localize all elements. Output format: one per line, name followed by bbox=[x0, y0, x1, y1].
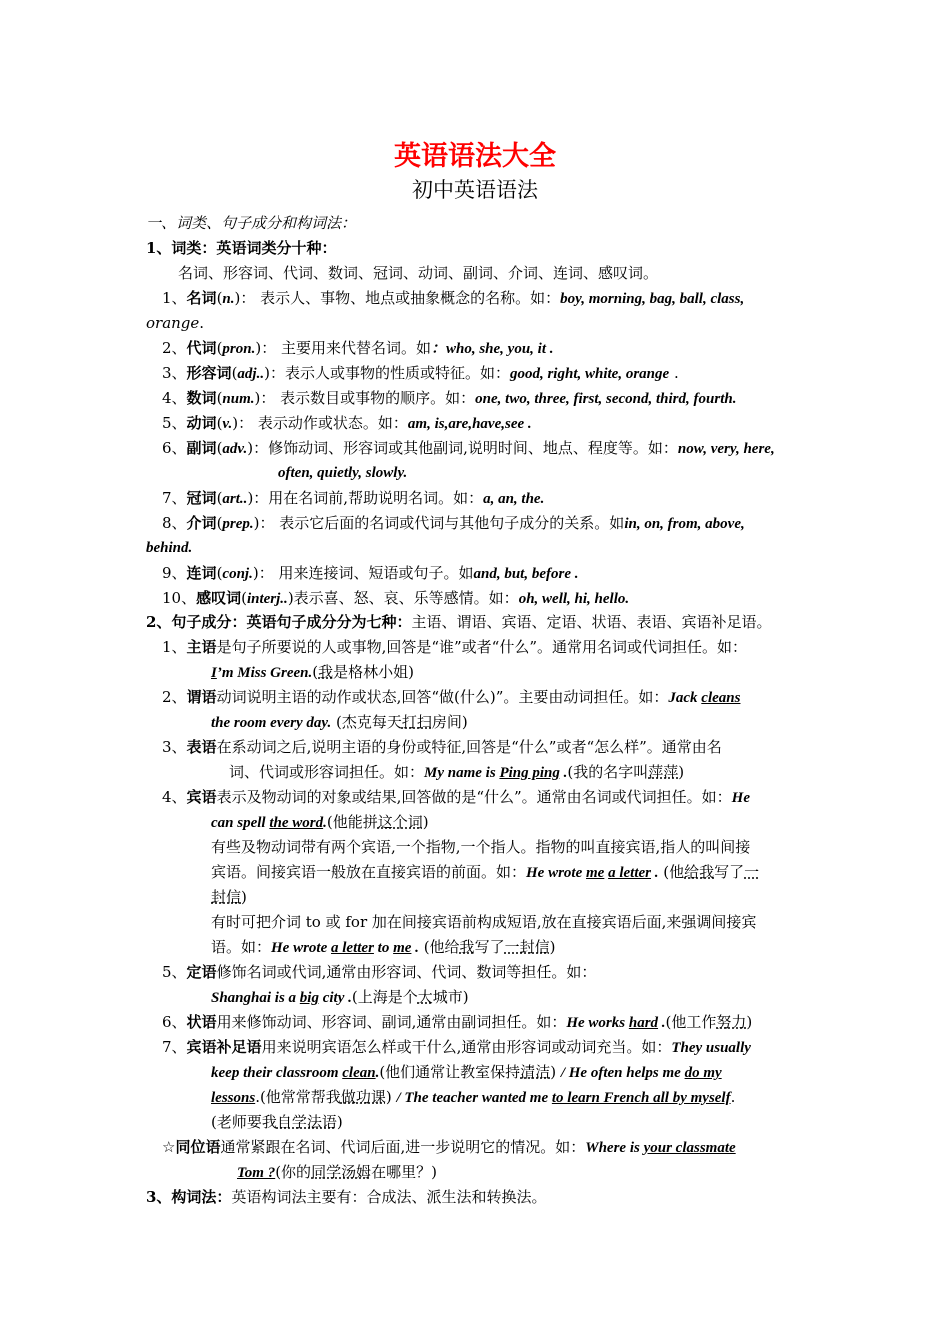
component-appositive: ☆同位语通常紧跟在名词、代词后面,进一步说明它的情况。如：Where is your classmate bbox=[162, 1138, 736, 1156]
example: can spell the word.(他能拼这个词) bbox=[211, 813, 429, 831]
heading-word-classes: 1、词类：英语词类分十种： bbox=[146, 239, 337, 257]
component-subject: 1、主语是句子所要说的人或事物,回答是“谁”或者“什么”。通常用名词或代词担任。如： bbox=[162, 638, 748, 656]
paragraph: 封信) bbox=[211, 888, 247, 906]
pos-item: 8、介词(prep.)： 表示它后面的名词或代词与其他句子成分的关系。如in, on, from, above, bbox=[162, 514, 745, 532]
component-complement: 7、宾语补足语用来说明宾语怎么样或干什么,通常由形容词或动词充当。如：They usually bbox=[162, 1038, 751, 1056]
example: Shanghai is a big city .(上海是个大城市) bbox=[211, 988, 469, 1006]
pos-item: 1、名词(n.)： 表示人、事物、地点或抽象概念的名称。如：boy, morning, bag, ball, class, bbox=[162, 289, 745, 307]
section-heading: 一、词类、句子成分和构词法： bbox=[146, 214, 357, 232]
paragraph: 有时可把介词 to 或 for 加在间接宾语前构成短语,放在直接宾语后面,来强调间接宾 bbox=[211, 913, 757, 931]
pos-item: 4、数词(num.)： 表示数目或事物的顺序。如：one, two, three, first, second, third, fourth. bbox=[162, 389, 737, 407]
component-predicative: 3、表语在系动词之后,说明主语的身份或特征,回答是“什么”或者“怎么样”。通常由名 bbox=[162, 738, 722, 756]
pos-item-cont: orange. bbox=[146, 314, 205, 332]
paragraph: 有些及物动词带有两个宾语,一个指物,一个指人。指物的叫直接宾语,指人的叫间接 bbox=[211, 838, 751, 856]
paragraph: 宾语。间接宾语一般放在直接宾语的前面。如：He wrote me a letter . (他给我写了一 bbox=[211, 863, 760, 881]
pos-item: 7、冠词(art..)：用在名词前,帮助说明名词。如：a, an, the. bbox=[162, 489, 545, 507]
component-object: 4、宾语表示及物动词的对象或结果,回答做的是“什么”。通常由名词或代词担任。如：He bbox=[162, 788, 750, 806]
pos-item-cont: behind. bbox=[146, 540, 193, 556]
component-adverbial: 6、状语用来修饰动词、形容词、副词,通常由副词担任。如：He works hard .(他工作努力) bbox=[162, 1013, 753, 1031]
example: the room every day. (杰克每天打扫房间) bbox=[211, 713, 468, 731]
heading-sentence-parts: 2、句子成分：英语句子成分分为七种：主语、谓语、宾语、定语、状语、表语、宾语补足语。 bbox=[146, 613, 772, 631]
example: (老师要我自学法语) bbox=[211, 1113, 343, 1131]
doc-title: 英语语法大全 bbox=[394, 141, 556, 172]
doc-subtitle: 初中英语语法 bbox=[412, 178, 538, 202]
pos-item-cont: often, quietly, slowly. bbox=[278, 465, 408, 481]
pos-item: 3、形容词(adj..)：表示人或事物的性质或特征。如：good, right, white, orange . bbox=[162, 364, 679, 382]
pos-item: 2、代词(pron.)： 主要用来代替名词。如：who, she, you, it . bbox=[162, 339, 554, 357]
component-predicate: 2、谓语动词说明主语的动作或状态,回答“做(什么)”。主要由动词担任。如：Jack cleans bbox=[162, 688, 741, 706]
pos-item: 10、感叹词(interj..)表示喜、怒、哀、乐等感情。如：oh, well, hi, hello. bbox=[162, 589, 630, 607]
heading-word-formation: 3、构词法：英语构词法主要有：合成法、派生法和转换法。 bbox=[146, 1188, 547, 1206]
pos-item: 6、副词(adv.)：修饰动词、形容词或其他副词,说明时间、地点、程度等。如：now, very, here, bbox=[162, 439, 775, 457]
pos-item: 9、连词(conj.)： 用来连接词、短语或句子。如and, but, before . bbox=[162, 564, 579, 582]
word-class-list: 名词、形容词、代词、数词、冠词、动词、副词、介词、连词、感叹词。 bbox=[178, 264, 659, 282]
example: keep their classroom clean.(他们通常让教室保持清洁) / He often helps me do my bbox=[211, 1063, 722, 1081]
example: I’m Miss Green.(我是格林小姐) bbox=[211, 663, 414, 681]
component-attribute: 5、定语修饰名词或代词,通常由形容词、代词、数词等担任。如： bbox=[162, 963, 597, 981]
example: Tom ?(你的同学汤姆在哪里？) bbox=[237, 1163, 437, 1181]
pos-item: 5、动词(v.)： 表示动作或状态。如：am, is,are,have,see . bbox=[162, 414, 532, 432]
paragraph: 语。如：He wrote a letter to me . (他给我写了一封信) bbox=[211, 938, 556, 956]
example: lessons.(他常常帮我做功课) / The teacher wanted me to learn French all by myself. bbox=[211, 1088, 736, 1106]
example: 词、代词或形容词担任。如：My name is Ping ping .(我的名字叫萍萍) bbox=[229, 763, 685, 781]
